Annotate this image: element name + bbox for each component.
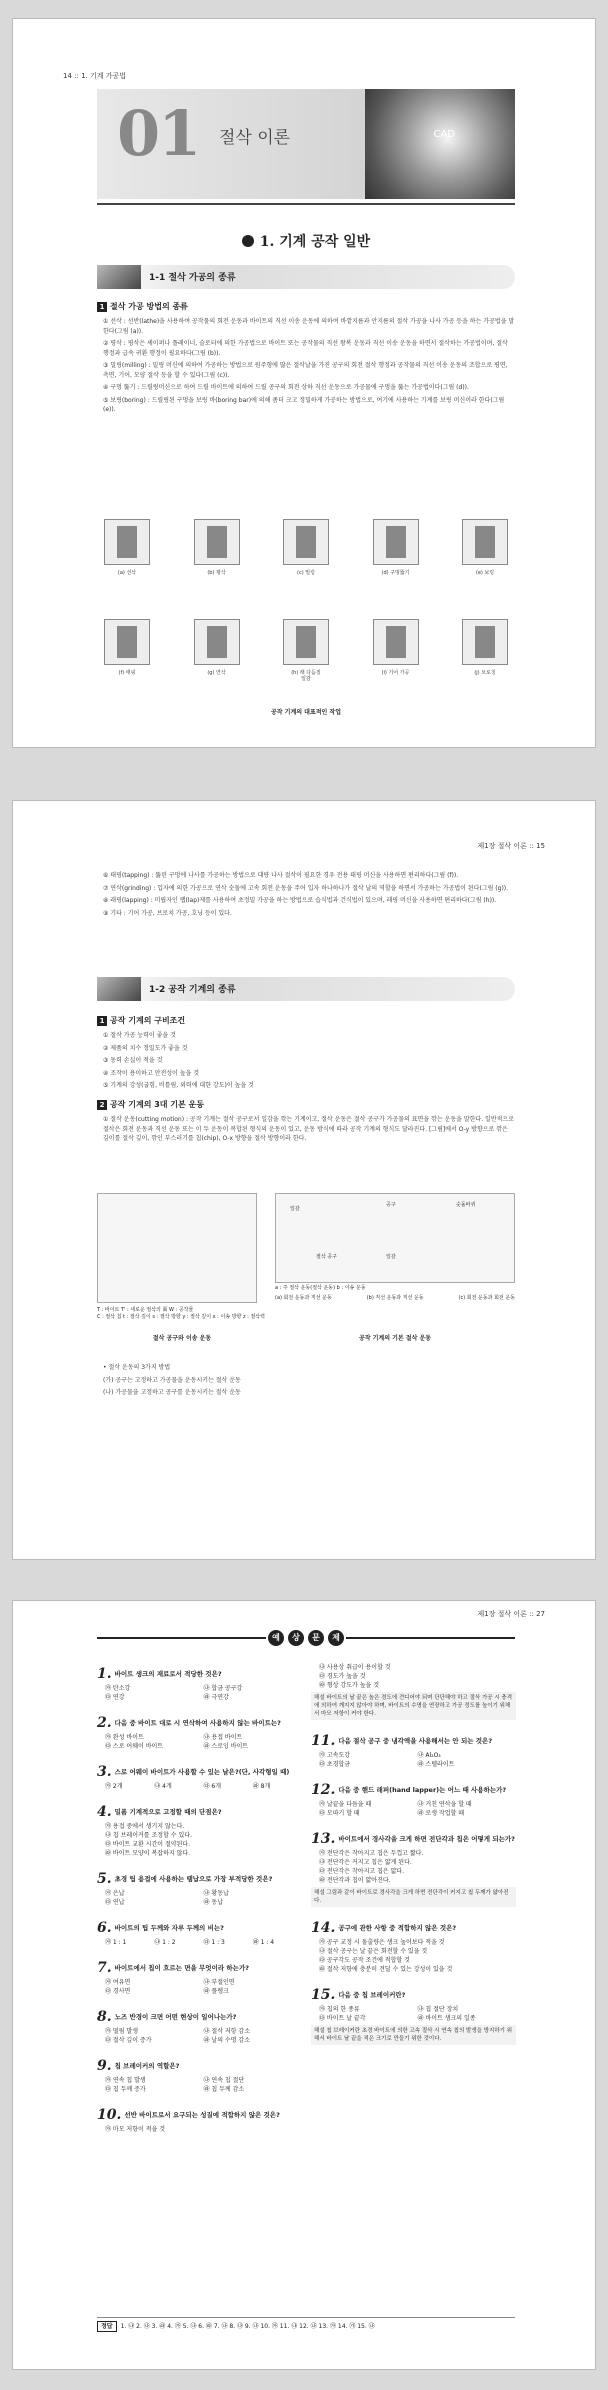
figure-caption: (a) 선삭 [117, 570, 137, 576]
option[interactable]: ㉰ 전단각은 작아지고 칩은 얇다. [319, 1868, 405, 1875]
heading-number: 2 [97, 1100, 107, 1110]
option[interactable]: ㉯ 칩 절단 장치 [417, 2006, 459, 2013]
figure [97, 519, 157, 576]
option[interactable]: ㉰ 칩 두께 증가 [105, 2086, 146, 2093]
question-stem [97, 1915, 302, 1936]
machining-illustration [104, 619, 150, 665]
heading [97, 301, 188, 312]
option[interactable]: ㉮ 고속도강 [319, 1752, 351, 1759]
option[interactable]: ㉱ 칩 두께 감소 [203, 2086, 245, 2093]
question-number: 10. [97, 2107, 122, 2123]
question-stem [311, 1826, 516, 1847]
option[interactable]: ㉯ 합금 공구강 [203, 1685, 243, 1692]
question-stem [97, 1799, 302, 1820]
option[interactable]: ㉮ 공구 교정 시 돌출량은 생크 높이보다 적을 것 [319, 1939, 445, 1946]
question-text: 다음 중 핸드 래퍼(hand lapper)는 어느 때 사용하는가? [338, 1786, 507, 1794]
question-number: 5. [97, 1871, 112, 1887]
running-header: 제1장 절삭 이론 :: 15 [477, 842, 545, 850]
banner-char: 예 [268, 1630, 284, 1646]
option[interactable]: ㉱ 8개 [252, 1783, 271, 1790]
options [97, 1684, 302, 1702]
right-questions [311, 1728, 516, 2045]
page-27 [12, 1600, 596, 2370]
options [97, 1782, 302, 1791]
option[interactable]: ㉯ 4개 [154, 1783, 172, 1790]
options [97, 1822, 302, 1858]
option[interactable]: ㉯ Al₂O₃ [417, 1752, 441, 1759]
options [97, 1978, 302, 1996]
option[interactable]: ㉰ 1 : 3 [203, 1939, 225, 1946]
heading [97, 1099, 204, 1110]
option[interactable]: ㉯ 칩 브레이커를 조정할 수 있다. [105, 1832, 192, 1839]
question-text: 다음 중 칩 브레이커란? [338, 1991, 406, 1999]
option[interactable]: ㉯ 용접 바이트 [203, 1734, 243, 1741]
option[interactable]: ㉱ 스로잉 바이트 [203, 1743, 249, 1750]
option[interactable]: ㉰ 연납 [105, 1899, 125, 1906]
question-text: 스로 어웨이 바이트가 사용할 수 있는 날은?(단, 사각형일 때) [114, 1768, 290, 1776]
figure-subcaptions [275, 1295, 515, 1302]
option[interactable]: ㉰ 경도가 높을 것 [319, 1673, 366, 1680]
question-text: 칩 브레이커의 역할은? [114, 2062, 180, 2070]
explanation: 해설 바이트의 날 끝은 높은 경도에 견디어야 되며 단단해야 하고 절삭 가공 시 충격에 의하여 깨지지 않아야 하며, 바이트의 수명을 연장하고 가공 정도를 높이기 위해서 마모 저항이 커야 한다. [311, 1692, 516, 1720]
diagram-label: 절삭 공구 [316, 1254, 337, 1260]
section-title-text: 1. 기계 공작 일반 [259, 234, 371, 250]
question-stem [97, 2004, 302, 2025]
question-number: 11. [311, 1733, 336, 1749]
option[interactable]: ㉮ 은납 [105, 1890, 125, 1897]
option[interactable]: ㉱ 극연강 [203, 1694, 229, 1701]
paragraph: ⑨ 기타 : 기어 가공, 브로치 가공, 호닝 등이 있다. [103, 909, 232, 917]
question-text: 선반 바이트로서 요구되는 성질에 적합하지 않은 것은? [124, 2111, 280, 2119]
heading-number: 1 [97, 302, 107, 312]
figure-legend: a : 주 절삭 운동(절삭 운동) b : 이송 운동 [275, 1285, 366, 1291]
figure-legend: T : 바이트 T' : 새로운 절삭의 面 W : 공작물 C : 절삭 칩 t : 절삭 깊이 s : 절삭 방향 y : 절삭 깊이 x : 이송 방향 z : 절삭력 [97, 1307, 265, 1320]
question [97, 1866, 302, 1907]
option[interactable]: ㉰ 6개 [203, 1783, 222, 1790]
question [97, 1799, 302, 1858]
paragraph: ④ 구멍 뚫기 : 드릴링머신으로 하여 드릴 바이트에 의하여 드릴 공구의 회전 상하 직선 운동으로 가공물에 구멍을 뚫는 가공법이다(그림 (d)). [103, 384, 469, 391]
option[interactable]: ㉮ 여유면 [105, 1979, 131, 1986]
question-stem [97, 1759, 302, 1780]
question-number: 6. [97, 1920, 112, 1936]
cutting-tool-diagram [97, 1193, 257, 1303]
question-number: 15. [311, 1987, 336, 2003]
option[interactable]: ㉮ 1 : 1 [105, 1939, 127, 1946]
option[interactable]: ㉮ 날끝을 다듬을 때 [319, 1801, 372, 1808]
question-stem [97, 1955, 302, 1976]
banner-char: 문 [308, 1630, 324, 1646]
figure-caption: (i) 기어 가공 [381, 670, 410, 676]
exercise-banner [97, 1629, 515, 1647]
subcaption: (c) 회전 운동과 회전 운동 [458, 1295, 515, 1301]
question [97, 1759, 302, 1791]
option[interactable]: ㉱ 절삭 저항에 충분히 견딜 수 있는 강성이 있을 것 [319, 1966, 453, 1973]
subsection-title: 1-1 절삭 가공의 종류 [149, 273, 236, 283]
subcaption: (b) 직선 운동과 직선 운동 [366, 1295, 424, 1301]
question-stem [311, 1777, 516, 1798]
question-number: 2. [97, 1715, 112, 1731]
heading-text: 절삭 가공 방법의 종류 [110, 302, 188, 311]
machining-illustration [373, 619, 419, 665]
question-stem [311, 1915, 516, 1936]
page-14 [12, 18, 596, 748]
answers: 1. ㉯ 2. ㉯ 3. ㉱ 4. ㉮ 5. ㉯ 6. ㉱ 7. ㉯ 8. ㉯ 9. ㉯ 10. ㉮ 11. ㉯ 12. ㉯ 13. ㉮ 14. ㉮ 15. ㉯ [120, 2323, 375, 2330]
chapter-number: 01 [117, 97, 200, 170]
options [97, 1889, 302, 1907]
question-text: 초경 팁 용접에 사용하는 땜납으로 가장 부적당한 것은? [114, 1875, 273, 1883]
figure-row-2 [97, 619, 515, 683]
running-header: 14 :: 1. 기계 가공법 [63, 72, 127, 80]
figure-caption: (b) 평삭 [207, 570, 226, 576]
figure [455, 519, 515, 576]
question-text: 바이트 생크의 재료로서 적당한 것은? [114, 1670, 222, 1678]
question-number: 4. [97, 1804, 112, 1820]
option[interactable]: ㉯ 황동납 [203, 1890, 229, 1897]
question [311, 1915, 516, 1974]
figure-label: 일감 [301, 676, 311, 682]
question-stem [97, 1661, 302, 1682]
left-column [97, 1661, 302, 2142]
cutting-methods [103, 1363, 515, 1398]
option[interactable]: ㉰ 바이트 교환 시간이 절약된다. [105, 1841, 191, 1848]
list-item: ③ 동력 손실이 적을 것 [103, 1057, 163, 1064]
options [311, 1938, 516, 1974]
question [97, 2004, 302, 2045]
paragraph: ① 선삭 : 선반(lathe)을 사용하여 공작물의 회전 운동과 바이트의 직선 이송 운동에 의하여 바깥지름과 안지름의 절삭 가공을 나사 가공 등을 하는 가공법을 말한다(그림 (a)). [103, 318, 515, 335]
figure [187, 619, 247, 683]
machining-illustration [194, 619, 240, 665]
option[interactable]: ㉰ 바이트 날 끝각 [319, 2015, 366, 2022]
option[interactable]: ㉮ 2개 [105, 1783, 123, 1790]
figure-caption: (f) 태핑 [118, 670, 136, 676]
figure-caption: (h) 래 다듬질 [291, 670, 321, 676]
option[interactable]: ㉱ 스텔라이트 [417, 1761, 455, 1768]
paragraph: ⑧ 래핑(lapping) : 미립자인 랩(lap)제를 사용하여 초정밀 가공을 하는 방법으로 습식법과 건식법이 있으며, 래핑 머신을 사용하면 편리하다(그림 (h)). [103, 897, 497, 904]
option[interactable]: ㉮ 마모 저항이 적을 것 [105, 2126, 165, 2133]
question [97, 2053, 302, 2094]
option[interactable]: ㉮ 연속 칩 발생 [105, 2077, 146, 2084]
question-number: 1. [97, 1666, 112, 1682]
heading-text: 공작 기계의 구비조건 [110, 1016, 186, 1025]
option[interactable]: ㉱ 전단각과 칩이 얇아진다. [319, 1877, 391, 1884]
question [97, 1661, 302, 1702]
options [311, 1751, 516, 1769]
option[interactable]: ㉯ 거친 연삭을 할 때 [417, 1801, 472, 1808]
question-text: 바이트의 팁 두께와 자루 두께의 비는? [114, 1924, 224, 1932]
bullet-title: • 절삭 운동의 3가지 방법 [103, 1364, 171, 1371]
option[interactable]: ㉯ 절삭 저항 감소 [203, 2028, 250, 2035]
option[interactable]: ㉯ 사용상 취급이 용이할 것 [319, 1664, 391, 1671]
heading [97, 1015, 185, 1026]
option[interactable]: ㉱ 형상 강도가 높을 것 [319, 1682, 379, 1689]
question-text: 바이트에서 칩이 흐르는 면을 무엇이라 하는가? [114, 1964, 250, 1972]
banner-char: 상 [288, 1630, 304, 1646]
bullet-icon [242, 235, 254, 247]
running-header: 제1장 절삭 이론 :: 27 [477, 1610, 545, 1618]
figure-caption: (j) 브로칭 [474, 670, 496, 676]
question-number: 3. [97, 1764, 112, 1780]
subsection-image [97, 265, 141, 289]
option[interactable]: ㉱ 바이트 생크의 일종 [417, 2015, 476, 2022]
option[interactable]: ㉮ 떨림 발생 [105, 2028, 138, 2035]
subcaption: (a) 회전 운동과 직선 운동 [275, 1295, 332, 1301]
question-stem [311, 1728, 516, 1749]
figure [276, 619, 336, 683]
question-text: 밀폼 기계적으로 고정할 때의 단점은? [114, 1808, 222, 1816]
paragraph: ⑦ 연삭(grinding) : 입자에 의한 가공으로 연삭 숫돌에 고속 회전 운동을 주어 입자 하나하나가 절삭 날의 역할을 하면서 가공하는 가공법이 된다(그림 (g)). [103, 884, 509, 892]
question-text: 바이트에서 경사각을 크게 하면 전단각과 칩은 어떻게 되는가? [338, 1835, 515, 1843]
question [97, 1710, 302, 1751]
options [97, 1733, 302, 1751]
figure-title: 공작 기계의 기본 절삭 운동 [358, 1335, 432, 1342]
option[interactable]: ㉯ 절삭 공구는 날 끝은 회전할 수 있을 것 [319, 1948, 428, 1955]
question-number: 8. [97, 2009, 112, 2025]
options [311, 1663, 516, 1690]
list-item: ④ 조작이 용이하고 안전성이 높을 것 [103, 1069, 200, 1077]
question-number: 14. [311, 1920, 336, 1936]
question [97, 2102, 302, 2134]
options [97, 2076, 302, 2094]
question [311, 1728, 516, 1769]
option[interactable]: ㉰ 연강 [105, 1694, 125, 1701]
option[interactable]: ㉰ 초경합금 [319, 1761, 351, 1768]
option[interactable]: ㉰ 경사면 [105, 1988, 131, 1995]
options [97, 1938, 302, 1947]
figure-caption: (d) 구멍뚫기 [381, 570, 410, 576]
question [97, 1955, 302, 1996]
question [97, 1915, 302, 1947]
question-stem [311, 1982, 516, 2003]
option[interactable]: ㉰ 절삭 깊이 증가 [105, 2037, 152, 2044]
option[interactable]: ㉱ 1 : 4 [252, 1939, 275, 1946]
question-number: 9. [97, 2058, 112, 2074]
subsection-bar [97, 265, 515, 289]
question-continued [311, 1663, 516, 1720]
option[interactable]: ㉯ 1 : 2 [154, 1939, 176, 1946]
option[interactable]: ㉮ 완성 바이트 [105, 1734, 144, 1741]
question-stem [97, 2102, 302, 2123]
diagram-label: 일감 [290, 1206, 300, 1212]
body-text [103, 871, 515, 918]
chapter-title: 절삭 이론 [219, 128, 291, 148]
diagram-label: 숫돌바퀴 [456, 1202, 476, 1208]
paragraph: ⑥ 태핑(tapping) : 뚫린 구멍에 나사를 가공하는 방법으로 대량 나사 절삭이 필요한 경우 전용 태핑 머신을 사용하면 편리하다(그림 (f)). [103, 872, 459, 879]
answer-label: 정답 [97, 2321, 117, 2332]
list-item: ① 절삭 가공 능력이 좋을 것 [103, 1032, 176, 1039]
figure [455, 619, 515, 683]
figure [366, 519, 426, 576]
paragraph: ② 평삭 : 평삭은 셰이퍼나 플레이너, 슬로터에 의한 가공법으로 바이트 또는 공작물의 직선 왕복 운동과 직선 이송 운동을 하면서 절삭하는 가공법이며, 절삭 행정과 급속 귀환 행정이 필요하다(그림 (b)). [103, 340, 508, 357]
paragraph: ③ 밀링(milling) : 밀링 머신에 의하여 가공하는 방법으로 원주형에 많은 절삭날을 가진 공구의 회전 절삭 행정과 공작물의 직선 이송 운동의 조합으로 평면, 측면, 기어, 모양 절삭 등을 할 수 있다(그림 (c)). [103, 362, 508, 379]
diagram-label: 공구 [386, 1202, 396, 1208]
heading-text: 공작 기계의 3대 기본 운동 [110, 1100, 204, 1109]
option[interactable]: ㉱ 동납 [203, 1899, 223, 1906]
cutting-motion-diagram [275, 1193, 515, 1283]
option[interactable]: ㉰ 모따기 할 때 [319, 1810, 360, 1817]
figure-caption: (e) 보링 [475, 570, 495, 576]
figure-title: 공작 기계의 대표적인 작업 [270, 709, 342, 716]
figure [276, 519, 336, 576]
figure-caption: (g) 연삭 [207, 670, 226, 676]
chapter-banner [97, 89, 515, 199]
paragraph: ① 절삭 운동(cutting motion) : 공작 기계는 절삭 공구로서 일감을 깎는 기계이고, 절삭 운동은 절삭 공구가 가공물의 표면을 깎는 운동을 말한다. 일반적으로 절삭은 회전 운동과 직선 운동 또는 이 두 운동이 복합된 형식의 운동이 있고, 운동 방식에 따라 공작 기계의 형식도 달라진다. [그림]에서 O-y 방향으로 깎은 깊이를 절삭 깊이, 깎인 부스러기를 칩(chip), O-x 방향을 절삭 방향이라 한다. [103, 1116, 515, 1142]
heading-number: 1 [97, 1016, 107, 1026]
machining-illustration [462, 519, 508, 565]
subsection-bar [97, 977, 515, 1001]
figure-caption: (c) 밀링 [297, 570, 315, 576]
explanation: 해설 칩 브레이커란 초경 바이트에 의한 고속 절삭 시 연속 칩의 발생을 방지하기 위해서 바이트 날 끝을 적은 크기로 만들기 위한 것이다. [311, 2025, 516, 2045]
divider [97, 203, 515, 205]
paragraph: ⑤ 보링(boring) : 드릴링된 구멍을 보링 바(boring bar)에 의해 좀더 크고 정밀하게 가공하는 방법으로, 여기에 사용하는 기계를 보링 머신이라 한다(그림 (e)). [103, 396, 505, 413]
figure [97, 619, 157, 683]
options [311, 2005, 516, 2023]
machining-illustration [462, 619, 508, 665]
option[interactable]: ㉮ 용접 중에서 생기지 않는다. [105, 1823, 185, 1830]
option[interactable]: ㉮ 탄소강 [105, 1685, 131, 1692]
option[interactable]: ㉮ 전단각은 작아지고 칩은 두껍고 짧다. [319, 1850, 424, 1857]
question [311, 1982, 516, 2045]
right-column [311, 1661, 516, 2053]
body-text [103, 317, 515, 415]
option[interactable]: ㉯ 부절인면 [203, 1979, 235, 1986]
subsection-title: 1-2 공작 기계의 종류 [149, 985, 236, 995]
option[interactable]: ㉱ 플랭크 [203, 1988, 229, 1995]
option[interactable]: ㉱ 로생 작업할 때 [417, 1810, 464, 1817]
question-number: 7. [97, 1960, 112, 1976]
subsection-image [97, 977, 141, 1001]
options [311, 1849, 516, 1885]
banner-char: 제 [328, 1630, 344, 1646]
option[interactable]: ㉱ 바이트 모양이 복잡하지 않다. [105, 1850, 191, 1857]
machining-illustration [283, 519, 329, 565]
machining-illustration [283, 619, 329, 665]
options [97, 2125, 302, 2134]
question-number: 13. [311, 1831, 336, 1847]
banner-gear-image [365, 89, 515, 199]
question-stem [97, 1866, 302, 1887]
page-15 [12, 800, 596, 1560]
list-item: ② 제품의 치수 정밀도가 좋을 것 [103, 1044, 188, 1052]
machining-illustration [373, 519, 419, 565]
requirements-list [103, 1031, 515, 1094]
question-text: 다음 절삭 공구 중 냉각액을 사용해서는 안 되는 것은? [338, 1737, 493, 1745]
question-stem [97, 2053, 302, 2074]
option[interactable]: ㉱ 날의 수명 감소 [203, 2037, 250, 2044]
explanation: 해설 그림과 같이 바이트로 경사각을 크게 하면 전단각이 커지고 칩 두께가 얇아진다. [311, 1887, 516, 1907]
list-item: (가) 공구는 고정하고 가공물을 운동시키는 절삭 운동 [103, 1376, 241, 1384]
question [311, 1777, 516, 1818]
option[interactable]: ㉯ 연속 칩 절단 [203, 2077, 245, 2084]
diagram-label: 일감 [386, 1254, 396, 1260]
question-number: 12. [311, 1782, 336, 1798]
question-stem [97, 1710, 302, 1731]
question-text: 노즈 반경이 크면 어떤 현상이 일어나는가? [114, 2013, 237, 2021]
banner-text: CAD [433, 129, 455, 140]
list-item: ⑤ 기계의 강성(굽힘, 비틀림, 외력에 대한 강도)이 높을 것 [103, 1082, 254, 1089]
question-text: 다음 중 바이트 대로 시 연삭하여 사용하지 않는 바이트는? [114, 1719, 281, 1727]
option[interactable]: ㉰ 공구각도 공작 조건에 적합할 것 [319, 1957, 410, 1964]
figure [187, 519, 247, 576]
question-text: 공구에 관한 사항 중 적합하지 않은 것은? [338, 1924, 457, 1932]
figure-title: 절삭 공구와 이송 운동 [152, 1335, 212, 1342]
option[interactable]: ㉰ 스로 어웨이 바이트 [105, 1743, 164, 1750]
section-title [97, 231, 515, 251]
question [311, 1826, 516, 1907]
figure-row-1 [97, 519, 515, 576]
figure [366, 619, 426, 683]
machining-illustration [194, 519, 240, 565]
option[interactable]: ㉯ 전단각은 커지고 칩은 얇게 된다. [319, 1859, 412, 1866]
option[interactable]: ㉮ 칩의 한 종류 [319, 2006, 360, 2013]
machining-illustration [104, 519, 150, 565]
answer-key [97, 2317, 515, 2332]
options [97, 2027, 302, 2045]
list-item: (나) 가공물을 고정하고 공구를 운동시키는 절삭 운동 [103, 1389, 241, 1396]
options [311, 1800, 516, 1818]
